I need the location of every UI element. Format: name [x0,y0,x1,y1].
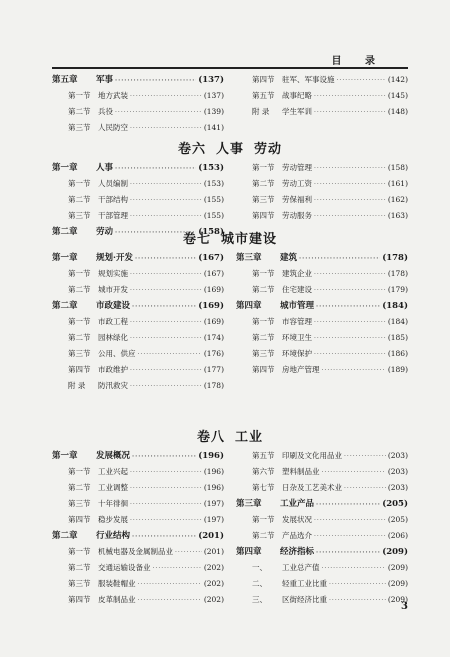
volume-section-2 [52,230,408,394]
leader-dots [130,513,202,529]
leader-dots [322,465,386,481]
entry-number: 第四章 [236,301,262,311]
entry-title: 塑料制品业 [282,467,320,476]
entry-page: (137) [198,75,224,85]
entry-number: 第一节 [68,269,91,278]
leader-dots [314,315,386,331]
entry-page: (142) [387,75,408,84]
entry-number: 第三章 [236,253,262,263]
leader-dots [130,481,202,497]
entry-number: 第一节 [252,515,275,524]
entry-number: 第一节 [68,467,91,476]
toc-section-entry [236,592,408,608]
entry-title: 劳动 [96,227,114,237]
volume-section-0 [52,72,408,136]
entry-page: (141) [203,123,224,132]
entry-title: 防汛救灾 [98,381,128,390]
entry-page: (205) [382,499,408,509]
leader-dots [130,379,202,395]
entry-number: 二、 [252,579,267,588]
toc-chapter-entry [236,250,408,266]
entry-page: (201) [198,531,224,541]
entry-title: 学生军训 [282,107,312,116]
entry-number: 第四节 [68,595,91,604]
entry-title: 人员编制 [98,179,128,188]
entry-page: (169) [203,317,224,326]
entry-title: 工业总产值 [282,563,320,572]
entry-title: 兵役 [98,107,113,116]
toc-section-entry [236,160,408,176]
entry-title: 人事 [96,163,114,173]
entry-title: 规划·开发 [96,253,133,263]
entry-page: (161) [387,179,408,188]
entry-title: 发展状况 [282,515,312,524]
entry-page: (197) [203,499,224,508]
toc-section-entry [52,104,224,120]
entry-page: (158) [387,163,408,172]
entry-number: 第三节 [68,579,91,588]
toc-section-entry [52,464,224,480]
entry-page: (209) [382,547,408,557]
entry-title: 印刷及文化用品业 [282,451,342,460]
toc-column-right [236,250,408,394]
entry-title: 环境卫生 [282,333,312,342]
toc-section-entry [52,512,224,528]
leader-dots [130,315,202,331]
entry-page: (206) [387,531,408,540]
entry-number: 第一节 [252,317,275,326]
leader-dots [337,73,386,89]
entry-page: (167) [203,269,224,278]
volume-section-3 [52,428,408,608]
leader-dots [115,161,196,177]
entry-number: 第六节 [252,467,275,476]
toc-chapter-entry [236,544,408,560]
leader-dots [314,513,386,529]
entry-number: 第一节 [68,91,91,100]
entry-page: (202) [203,563,224,572]
leader-dots [316,545,380,561]
entry-page: (202) [203,579,224,588]
entry-page: (178) [203,381,224,390]
toc-chapter-entry [52,448,224,464]
volume-title-part: 人事 [215,142,244,157]
entry-title: 行业结构 [96,531,131,541]
entry-title: 产品选介 [282,531,312,540]
toc-section-entry [52,544,224,560]
entry-number: 第三节 [68,211,91,220]
leader-dots [130,193,202,209]
entry-title: 工业产品 [280,499,315,509]
entry-title: 人民防空 [98,123,128,132]
entry-title: 经济指标 [280,547,315,557]
entry-number: 第一节 [68,179,91,188]
volume-title-part: 卷八 [196,430,225,445]
toc-section-entry [52,208,224,224]
leader-dots [130,267,202,283]
toc-section-entry [236,266,408,282]
entry-page: (177) [203,365,224,374]
toc-columns [52,72,408,136]
entry-page: (174) [203,333,224,342]
entry-page: (158) [198,227,224,237]
entry-title: 市政维护 [98,365,128,374]
leader-dots [329,593,386,609]
leader-dots [153,561,202,577]
volume-title [52,140,408,160]
leader-dots [299,251,380,267]
entry-title: 城市开发 [98,285,128,294]
leader-dots [132,299,196,315]
entry-number: 第一章 [52,253,78,263]
toc-section-entry [236,464,408,480]
toc-section-entry [52,346,224,362]
volume-title-part: 工业 [235,430,264,445]
entry-page: (145) [387,91,408,100]
entry-number: 第四节 [68,515,91,524]
entry-number: 第二节 [252,179,275,188]
toc-section-entry [52,88,224,104]
entry-number: 第三节 [252,195,275,204]
entry-number: 第二章 [52,301,78,311]
leader-dots [314,267,386,283]
entry-page: (203) [387,451,408,460]
leader-dots [132,529,196,545]
entry-number: 第二章 [52,227,78,237]
entry-number: 一、 [252,563,267,572]
entry-page: (186) [387,349,408,358]
entry-page: (178) [382,253,408,263]
entry-number: 第二节 [252,285,275,294]
toc-section-entry [52,576,224,592]
entry-page: (197) [203,515,224,524]
entry-page: (163) [387,211,408,220]
entry-page: (209) [387,595,408,604]
header-rule [52,67,408,69]
toc-columns [52,160,408,240]
entry-page: (196) [203,467,224,476]
toc-column-left [52,448,224,608]
toc-section-entry [52,314,224,330]
entry-number: 第三节 [68,123,91,132]
entry-title: 交通运输设备业 [98,563,151,572]
entry-page: (137) [203,91,224,100]
volume-title-part: 卷七 [182,232,211,247]
entry-page: (153) [198,163,224,173]
entry-title: 市政建设 [96,301,131,311]
toc-section-entry [236,88,408,104]
toc-columns [52,448,408,608]
leader-dots [138,593,202,609]
entry-title: 劳动服务 [282,211,312,220]
toc-section-entry [236,576,408,592]
entry-number: 第三节 [252,349,275,358]
leader-dots [314,529,386,545]
entry-number: 第三节 [68,499,91,508]
entry-page: (209) [387,579,408,588]
toc-section-entry [236,176,408,192]
entry-title: 稳步发展 [98,515,128,524]
toc-chapter-entry [52,298,224,314]
entry-title: 建筑 [280,253,298,263]
entry-title: 军事 [96,75,114,85]
leader-dots [314,193,386,209]
toc-section-entry [52,330,224,346]
entry-number: 第二节 [68,333,91,342]
entry-number: 第二节 [68,563,91,572]
entry-number: 第五章 [52,75,78,85]
toc-section-entry [236,314,408,330]
toc-section-entry [52,480,224,496]
toc-section-entry [236,528,408,544]
entry-page: (202) [203,595,224,604]
volume-title-part: 劳动 [254,142,283,157]
toc-section-entry [52,560,224,576]
leader-dots [130,465,202,481]
entry-title: 机械电器及金属制品业 [98,547,173,556]
entry-title: 市容管理 [282,317,312,326]
entry-title: 规划实施 [98,269,128,278]
entry-title: 城市管理 [280,301,315,311]
leader-dots [344,449,386,465]
entry-number: 第一节 [68,317,91,326]
toc-section-entry [236,346,408,362]
entry-page: (155) [203,211,224,220]
entry-page: (153) [203,179,224,188]
toc-section-entry [52,192,224,208]
volume-section-1 [52,140,408,240]
leader-dots [130,89,202,105]
entry-page: (167) [198,253,224,263]
entry-number: 第四节 [68,365,91,374]
entry-page: (169) [198,301,224,311]
entry-page: (201) [203,547,224,556]
toc-chapter-entry [52,72,224,88]
entry-number: 第四节 [252,75,275,84]
leader-dots [314,347,386,363]
toc-column-right [236,448,408,608]
toc-section-entry [52,266,224,282]
entry-page: (155) [203,195,224,204]
entry-title: 皮革制品业 [98,595,136,604]
entry-number: 附 录 [68,381,86,390]
entry-page: (162) [387,195,408,204]
entry-number: 第四节 [252,211,275,220]
page-header-title: 目 录 [331,56,385,67]
toc-section-entry [52,282,224,298]
entry-page: (203) [387,483,408,492]
toc-section-entry [236,448,408,464]
entry-title: 干部管理 [98,211,128,220]
leader-dots [130,177,202,193]
leader-dots [132,449,196,465]
entry-page: (184) [382,301,408,311]
entry-number: 三、 [252,595,267,604]
volume-title [52,230,408,250]
volume-title-part: 城市建设 [221,232,278,247]
leader-dots [314,89,386,105]
entry-number: 第七节 [252,483,275,492]
toc-section-entry [52,496,224,512]
leader-dots [138,577,202,593]
entry-title: 驻军、军事设施 [282,75,335,84]
toc-section-entry [236,480,408,496]
leader-dots [314,177,386,193]
entry-number: 第二节 [68,107,91,116]
entry-title: 区街经济比重 [282,595,327,604]
toc-section-entry [52,378,224,394]
entry-number: 第一章 [52,451,78,461]
entry-number: 第二节 [68,483,91,492]
entry-page: (203) [387,467,408,476]
entry-page: (176) [203,349,224,358]
entry-title: 干部结构 [98,195,128,204]
leader-dots [130,209,202,225]
entry-title: 劳保福利 [282,195,312,204]
toc-section-entry [52,120,224,136]
entry-title: 战事纪略 [282,91,312,100]
toc-column-left [52,250,224,394]
leader-dots [115,73,196,89]
leader-dots [314,209,386,225]
entry-page: (169) [203,285,224,294]
leader-dots [175,545,202,561]
entry-page: (185) [387,333,408,342]
toc-section-entry [236,362,408,378]
toc-section-entry [236,208,408,224]
entry-number: 第二节 [68,195,91,204]
toc-chapter-entry [52,528,224,544]
entry-number: 第三节 [68,349,91,358]
entry-number: 第四节 [252,365,275,374]
leader-dots [138,347,202,363]
toc-chapter-entry [236,298,408,314]
entry-number: 第三章 [236,499,262,509]
entry-page: (139) [203,107,224,116]
leader-dots [344,481,386,497]
entry-number: 第五节 [252,91,275,100]
toc-section-entry [236,104,408,120]
entry-title: 建筑企业 [282,269,312,278]
entry-title: 服装鞋帽业 [98,579,136,588]
leader-dots [130,283,202,299]
entry-page: (209) [387,563,408,572]
entry-title: 房地产管理 [282,365,320,374]
volume-title [52,428,408,448]
entry-title: 住宅建设 [282,285,312,294]
toc-section-entry [52,592,224,608]
entry-page: (196) [198,451,224,461]
entry-page: (189) [387,365,408,374]
toc-section-entry [236,192,408,208]
leader-dots [314,105,386,121]
toc-section-entry [236,282,408,298]
entry-number: 第四章 [236,547,262,557]
toc-section-entry [52,362,224,378]
entry-number: 第一节 [252,163,275,172]
entry-title: 劳动工资 [282,179,312,188]
toc-section-entry [236,330,408,346]
entry-title: 发展概况 [96,451,131,461]
entry-number: 附 录 [252,107,270,116]
entry-number: 第二节 [68,285,91,294]
entry-title: 劳动管理 [282,163,312,172]
entry-title: 工业兴起 [98,467,128,476]
entry-title: 十年徘徊 [98,499,128,508]
entry-page: (196) [203,483,224,492]
entry-title: 工业调整 [98,483,128,492]
leader-dots [316,299,380,315]
entry-number: 第一节 [252,269,275,278]
entry-number: 第一章 [52,163,78,173]
leader-dots [322,561,386,577]
entry-number: 第二章 [52,531,78,541]
toc-chapter-entry [52,160,224,176]
toc-column-left [52,160,224,240]
entry-number: 第一节 [68,547,91,556]
entry-title: 公用、供应 [98,349,136,358]
volume-title-part: 卷六 [177,142,206,157]
page-number: 3 [401,601,408,612]
leader-dots [130,363,202,379]
entry-page: (178) [387,269,408,278]
entry-title: 环境保护 [282,349,312,358]
toc-section-entry [236,72,408,88]
leader-dots [316,497,380,513]
toc-chapter-entry [52,250,224,266]
leader-dots [135,251,196,267]
leader-dots [130,331,202,347]
leader-dots [314,161,386,177]
toc-column-left [52,72,224,136]
entry-title: 轻重工业比重 [282,579,327,588]
toc-column-right [236,72,408,136]
toc-columns [52,250,408,394]
leader-dots [130,121,202,137]
entry-title: 地方武装 [98,91,128,100]
entry-title: 市政工程 [98,317,128,326]
toc-section-entry [236,560,408,576]
toc-chapter-entry [236,496,408,512]
leader-dots [314,331,386,347]
leader-dots [314,283,386,299]
leader-dots [329,577,386,593]
entry-number: 第二节 [252,333,275,342]
leader-dots [115,105,202,121]
toc-section-entry [52,176,224,192]
toc-section-entry [236,512,408,528]
entry-page: (184) [387,317,408,326]
toc-column-right [236,160,408,240]
leader-dots [322,363,386,379]
entry-page: (179) [387,285,408,294]
entry-number: 第五节 [252,451,275,460]
entry-number: 第二节 [252,531,275,540]
entry-title: 日杂及工艺美术业 [282,483,342,492]
entry-page: (205) [387,515,408,524]
entry-page: (148) [387,107,408,116]
entry-title: 园林绿化 [98,333,128,342]
leader-dots [130,497,202,513]
